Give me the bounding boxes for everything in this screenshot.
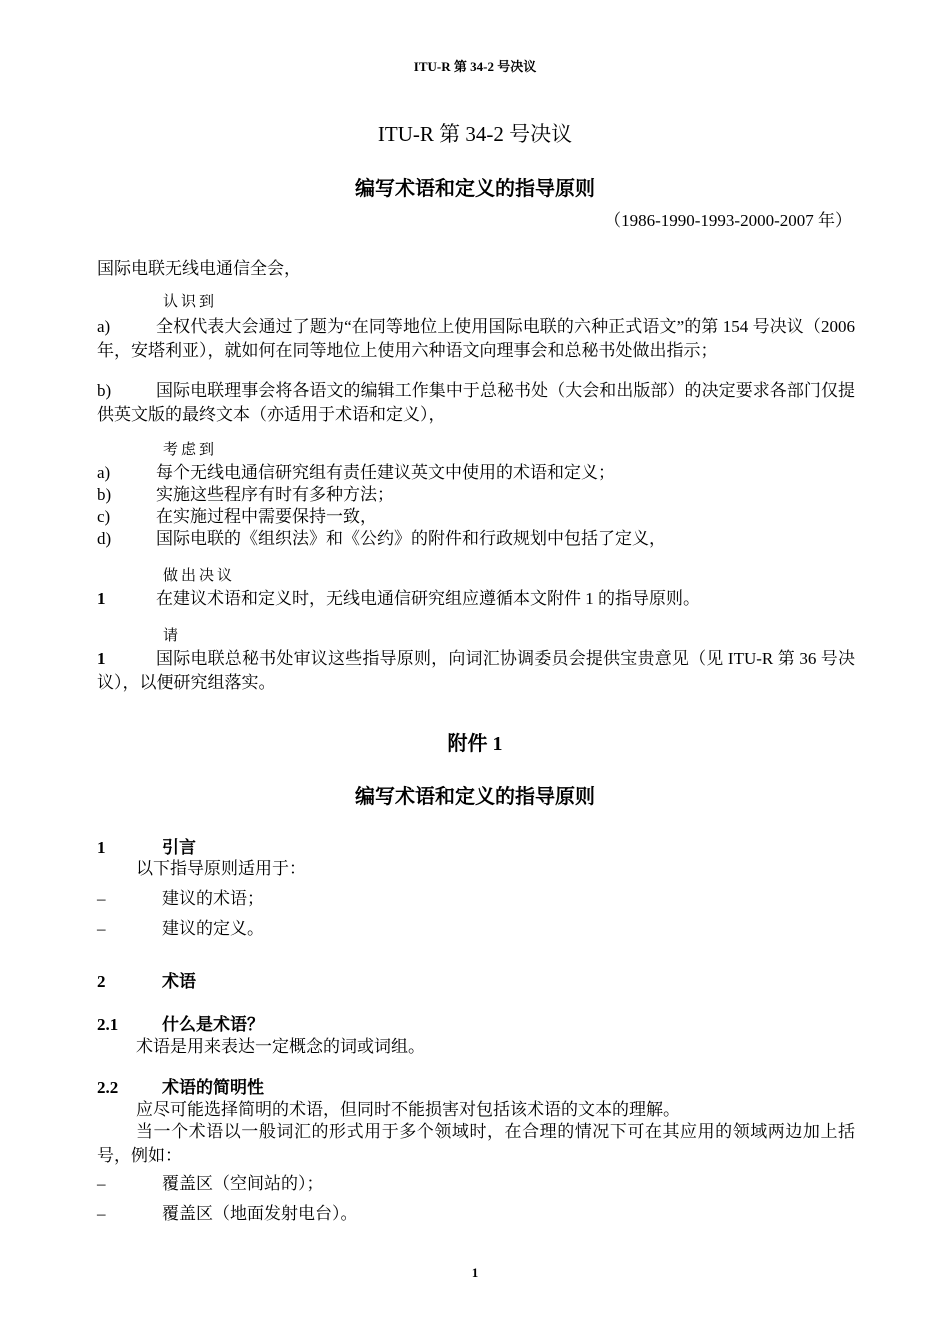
section-2-2-bullet-text: 覆盖区（地面发射电台）。 — [162, 1204, 358, 1223]
section-1-bullet-dash: – — [97, 919, 106, 938]
recognizing-a-marker: a) — [97, 317, 111, 336]
resolves-1-text: 在建议术语和定义时，无线电通信研究组应遵循本文附件 1 的指导原则。 — [156, 589, 700, 608]
considering-c-text: 在实施过程中需要保持一致， — [156, 507, 377, 526]
assembly-line: 国际电联无线电通信全会， — [97, 259, 301, 278]
considering-a-marker: a) — [97, 463, 111, 482]
annex-subtitle: 编写术语和定义的指导原则 — [355, 786, 595, 808]
invites-1-text: 国际电联总秘书处审议这些指导原则，向词汇协调委员会提供宝贵意见（见 ITU-R 第 36 号决议），以便研究组落实。 — [97, 649, 855, 692]
considering-d-text: 国际电联的《组织法》和《公约》的附件和行政规划中包括了定义， — [156, 529, 666, 548]
section-2-2-bullet-dash: – — [97, 1174, 106, 1193]
section-1-title: 引言 — [162, 838, 196, 857]
considering-d-marker: d) — [97, 529, 112, 548]
annex-title: 附件 1 — [447, 733, 503, 755]
running-header: ITU-R 第 34-2 号决议 — [413, 59, 537, 74]
considering-c-marker: c) — [97, 507, 111, 526]
section-2-2-paragraph-2: 当一个术语以一般词汇的形式用于多个领域时，在合理的情况下可在其应用的领域两边加上括号，例如： — [97, 1122, 855, 1165]
considering-b-marker: b) — [97, 485, 112, 504]
considering-a-text: 每个无线电通信研究组有责任建议英文中使用的术语和定义； — [156, 463, 615, 482]
resolves-1-marker: 1 — [97, 589, 106, 608]
section-1-intro: 以下指导原则适用于： — [136, 859, 306, 878]
recognizing-b-text: 国际电联理事会将各语文的编辑工作集中于总秘书处（大会和出版部）的决定要求各部门仅提供英文版的最终文本（亦适用于术语和定义）， — [97, 381, 855, 424]
page-number: 1 — [471, 1265, 479, 1280]
resolution-title: ITU-R 第 34-2 号决议 — [377, 122, 573, 146]
revision-years: （1986-1990-1993-2000-2007 年） — [604, 211, 852, 230]
section-2-1-text: 术语是用来表达一定概念的词或词组。 — [136, 1037, 425, 1056]
recognizing-heading: 认识到 — [163, 294, 218, 310]
section-2-2-paragraph-1: 应尽可能选择简明的术语，但同时不能损害对包括该术语的文本的理解。 — [136, 1100, 680, 1119]
section-1-number: 1 — [97, 838, 106, 857]
section-2-number: 2 — [97, 972, 106, 991]
considering-b-text: 实施这些程序有时有多种方法； — [156, 485, 394, 504]
section-2-2-bullet-text: 覆盖区（空间站的）； — [162, 1174, 324, 1193]
resolves-heading: 做出决议 — [163, 568, 236, 584]
section-1-bullet-text: 建议的定义。 — [162, 919, 264, 938]
invites-1-marker: 1 — [97, 649, 106, 668]
section-2-2-bullet-dash: – — [97, 1204, 106, 1223]
section-1-bullet-text: 建议的术语； — [162, 889, 264, 908]
section-2-2-title: 术语的简明性 — [162, 1078, 264, 1097]
section-2-2-number: 2.2 — [97, 1078, 119, 1097]
section-2-1-title: 什么是术语？ — [162, 1015, 264, 1034]
section-2-title: 术语 — [162, 972, 196, 991]
section-2-1-number: 2.1 — [97, 1015, 119, 1034]
recognizing-b-marker: b) — [97, 381, 112, 400]
recognizing-a-text: 全权代表大会通过了题为“在同等地位上使用国际电联的六种正式语文”的第 154 号决议（2006 年，安塔利亚），就如何在同等地位上使用六种语文向理事会和总秘书处做出指示； — [97, 317, 855, 360]
section-1-bullet-dash: – — [97, 889, 106, 908]
resolution-subtitle: 编写术语和定义的指导原则 — [355, 178, 595, 200]
invites-heading: 请 — [163, 628, 179, 644]
considering-heading: 考虑到 — [163, 442, 218, 458]
